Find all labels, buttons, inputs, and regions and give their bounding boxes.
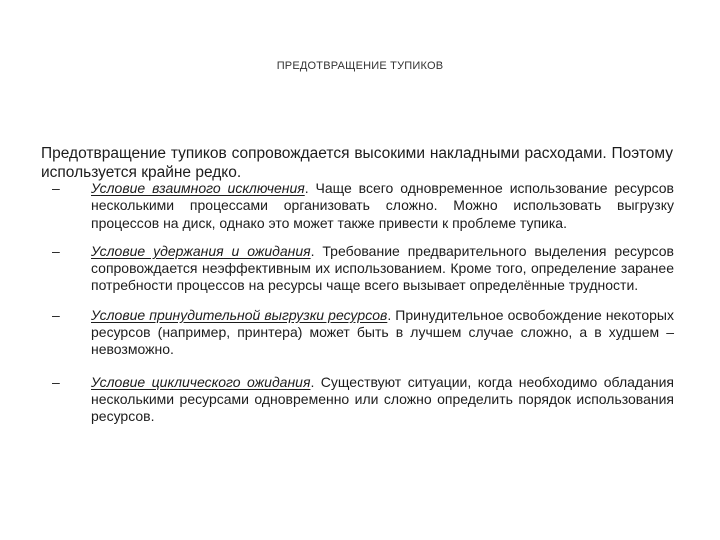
condition-description: . Существуют ситуации, когда необходимо обладания несколькими ресурсами одновременно или сложно определить порядок использования ресурсов. (91, 373, 674, 425)
dash-bullet: – (52, 242, 60, 259)
list-item (52, 243, 674, 295)
dash-bullet: – (52, 306, 60, 323)
list-item (52, 374, 674, 426)
list-item (52, 180, 674, 232)
dash-bullet: – (52, 180, 60, 196)
list-item (52, 307, 674, 359)
dash-bullet: – (52, 373, 60, 390)
condition-description: . Принудительное освобождение некоторых ресурсов (например, принтера) может быть в лучшем случае сложно, а в худшем – невозможно. (91, 306, 674, 358)
slide-title: ПРЕДОТВРАЩЕНИЕ ТУПИКОВ (276, 60, 444, 72)
condition-description: . Требование предварительного выделения ресурсов сопровождается неэффективным их использованием. Кроме того, определение заранее потребности процессов на ресурсы чаще всего вызывает определённые трудности. (91, 242, 674, 294)
intro-paragraph: Предотвращение тупиков сопровождается высокими накладными расходами. Поэтому используется крайне редко. (41, 144, 673, 181)
condition-list (52, 180, 674, 426)
condition-term: Условие циклического ожидания (91, 373, 311, 390)
condition-term: Условие удержания и ожидания (91, 242, 311, 259)
condition-term: Условие принудительной выгрузки ресурсов (91, 306, 388, 323)
condition-description: . Чаще всего одновременное использование ресурсов несколькими процессами организовать сложно. Можно использовать выгрузку процессов на диск, однако это может также привести к проблеме тупика. (91, 180, 674, 231)
condition-term: Условие взаимного исключения (91, 180, 305, 196)
